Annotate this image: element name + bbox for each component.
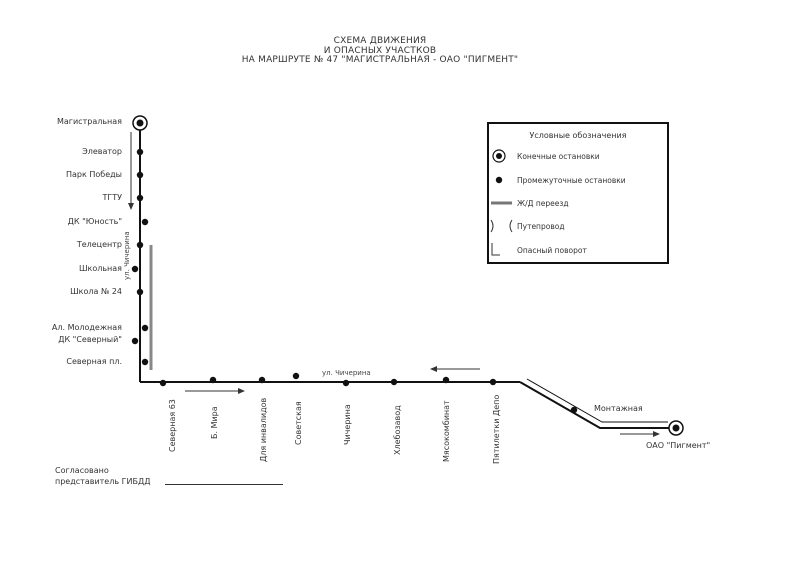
stop-label-rotated: Советская (294, 401, 303, 445)
legend-stop-label: Промежуточные остановки (517, 176, 626, 185)
stop-label-rotated: Б. Мира (210, 406, 219, 439)
street-label: ул. Чичерина (322, 369, 371, 377)
stop-dot-icon (137, 195, 143, 201)
arrow-head-icon (128, 203, 134, 210)
route-line-diagonal-return (527, 379, 668, 422)
stop-label: ДК "Северный" (58, 335, 122, 344)
stop-dot-icon (160, 380, 166, 386)
stop-dot-icon (137, 172, 143, 178)
legend-railway-label: Ж/Д переезд (517, 199, 569, 208)
stop-dot-icon (259, 377, 265, 383)
rotated-street-label: ул. Чичерина (123, 231, 131, 280)
stop-label-rotated: Чичерина (343, 404, 352, 445)
stop-dot-icon (137, 289, 143, 295)
stop-dot-icon (137, 242, 143, 248)
stop-label: Школьная (78, 264, 122, 273)
stop-label: ТГТУ (102, 193, 122, 202)
stop-label: Элеватор (82, 147, 122, 156)
stop-dot-icon (132, 266, 138, 272)
stop-label: Магистральная (56, 117, 122, 126)
stop-dot-icon (132, 338, 138, 344)
stop-dot-icon (343, 380, 349, 386)
arrow-head-icon (238, 388, 245, 394)
stop-label: Ал. Молодежная (51, 323, 122, 332)
title-line-1: СХЕМА ДВИЖЕНИЯ (333, 36, 427, 46)
terminal-stop-center (673, 425, 680, 432)
legend-terminal-label: Конечные остановки (517, 152, 600, 161)
stop-dot-icon (571, 407, 577, 413)
legend-title: Условные обозначения (529, 131, 627, 140)
stop-label: Монтажная (594, 404, 643, 413)
approval-line-1: Согласовано (55, 466, 109, 475)
stop-label-rotated: Хлебозавод (393, 405, 402, 455)
stop-label: Телецентр (76, 240, 122, 249)
approval-line-2: представитель ГИБДД (55, 477, 151, 486)
stop-label-rotated: Мясокомбинат (442, 400, 451, 462)
terminal-label: ОАО "Пигмент" (646, 441, 711, 450)
stop-dot-icon (142, 219, 148, 225)
arrow-head-icon (653, 431, 660, 437)
stop-dot-icon (443, 377, 449, 383)
approval-block (55, 465, 150, 487)
legend-overpass-label: Путепровод (517, 222, 565, 231)
stop-dot-icon (293, 373, 299, 379)
stop-dot-icon (490, 379, 496, 385)
stop-label: Школа № 24 (70, 287, 122, 296)
legend-box (487, 122, 669, 264)
signature-line (165, 484, 283, 485)
stop-dot-icon (142, 359, 148, 365)
stop-label: Северная пл. (66, 357, 122, 366)
arrow-head-icon (430, 366, 437, 372)
stop-label-rotated: Пятилетки Депо (492, 394, 501, 464)
terminal-stop-center (137, 120, 144, 127)
legend-turn-label: Опасный поворот (517, 246, 587, 255)
stop-label: Парк Победы (66, 170, 122, 179)
stop-dot-icon (210, 377, 216, 383)
stop-dot-icon (391, 379, 397, 385)
title-line-2: И ОПАСНЫХ УЧАСТКОВ (323, 46, 437, 56)
stop-label-rotated: Северная 63 (168, 399, 177, 452)
stop-label-rotated: Для инвалидов (259, 397, 268, 462)
stop-dot-icon (142, 325, 148, 331)
title-line-3: НА МАРШРУТЕ № 47 "МАГИСТРАЛЬНАЯ - ОАО "ПИГМЕНТ" (241, 55, 519, 65)
stop-label: ДК "Юность" (67, 217, 122, 226)
stop-dot-icon (137, 149, 143, 155)
